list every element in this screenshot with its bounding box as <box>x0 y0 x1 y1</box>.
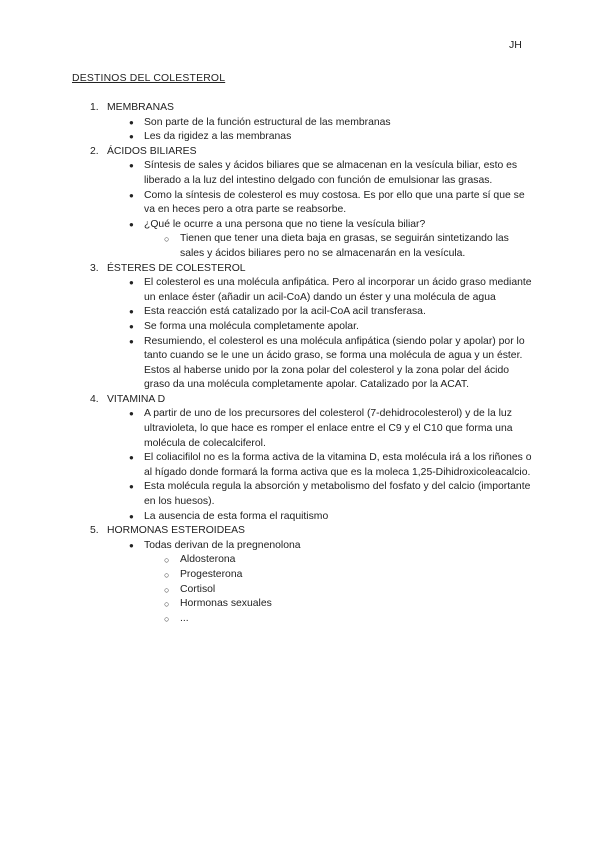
sub-bullet-text: Hormonas sexuales <box>180 598 272 610</box>
sub-bullet-item <box>72 232 532 261</box>
sub-bullet-item <box>72 553 532 568</box>
bullet-icon: ● <box>129 482 134 492</box>
section-number: 2. <box>90 145 99 157</box>
section-title: ÁCIDOS BILIARES <box>107 145 197 157</box>
bullet-icon: ● <box>129 540 134 550</box>
section-title: VITAMINA D <box>107 393 166 405</box>
bullet-item <box>72 276 532 305</box>
bullet-icon: ● <box>129 132 134 142</box>
bullet-item <box>72 451 532 480</box>
section-title: MEMBRANAS <box>107 102 174 113</box>
bullet-icon: ● <box>129 409 134 419</box>
bullet-icon: ● <box>129 219 134 229</box>
bullet-item <box>72 305 532 320</box>
section-heading <box>72 145 532 160</box>
bullet-item <box>72 510 532 525</box>
bullet-icon: ● <box>129 190 134 200</box>
circle-bullet-icon: ○ <box>164 599 170 610</box>
circle-bullet-icon: ○ <box>164 570 170 580</box>
bullet-text: Como la síntesis de colesterol es muy costosa. Es por ello que una parte sí que se va en heces pero a otra parte se reabsorbe. <box>144 189 525 216</box>
section-heading <box>72 262 532 277</box>
sub-bullet-item <box>72 597 532 612</box>
section-title: ÉSTERES DE COLESTEROL <box>107 262 246 274</box>
sub-bullet-text: ... <box>180 612 189 624</box>
sub-bullet-text: Tienen que tener una dieta baja en grasas, se seguirán sintetizando las sales y ácidos biliares pero no se almacenarán en la vesícula. <box>180 233 509 259</box>
bullet-text: La ausencia de esta forma el raquitismo <box>144 510 329 522</box>
bullet-icon: ● <box>129 336 134 346</box>
bullet-item <box>72 335 532 393</box>
section-heading <box>72 393 532 408</box>
bullet-icon: ● <box>129 307 134 317</box>
bullet-text: Esta molécula regula la absorción y metabolismo del fosfato y del calcio (importante en los huesos). <box>144 481 531 508</box>
bullet-text: El coliacifilol no es la forma activa de la vitamina D, esta molécula irá a los riñones o al hígado donde formará la forma activa que es la moleca 1,25-Dihidroxicoleacalcio. <box>144 452 532 478</box>
bullet-icon: ● <box>129 117 134 127</box>
document-body <box>72 101 532 626</box>
bullet-text: Esta reacción está catalizado por la acil-CoA acil transferasa. <box>144 306 426 318</box>
sub-bullet-text: Progesterona <box>180 569 243 580</box>
bullet-icon: ● <box>129 278 134 288</box>
bullet-item <box>72 218 532 233</box>
bullet-icon: ● <box>129 453 134 463</box>
circle-bullet-icon: ○ <box>164 555 170 566</box>
bullet-text: Resumiendo, el colesterol es una molécula anfipática (siendo polar y apolar) por lo tanto cuando se le une un ácido graso, se forma una molécula de agua y un éster. Estos al haberse unido por la zona polar del colesterol y la zona polar del ácido graso da una molécula completamente apolar. Catalizado por la ACAT. <box>144 335 525 391</box>
section-number: 3. <box>90 262 99 274</box>
bullet-text: ¿Qué le ocurre a una persona que no tiene la vesícula biliar? <box>144 218 426 230</box>
document-title: DESTINOS DEL COLESTEROL <box>72 73 226 84</box>
circle-bullet-icon: ○ <box>164 584 170 595</box>
bullet-text: Todas derivan de la pregnenolona <box>144 539 301 551</box>
bullet-text: A partir de uno de los precursores del colesterol (7-dehidrocolesterol) y de la luz ultravioleta, lo que hace es romper el enlace entre el C9 y el C10 que forma una molécula de colecalciferol. <box>144 408 513 449</box>
bullet-icon: ● <box>129 511 134 521</box>
section-number: 5. <box>90 525 99 537</box>
author-initials: JH <box>509 39 522 51</box>
bullet-text: Les da rigidez a las membranas <box>144 131 292 143</box>
circle-bullet-icon: ○ <box>164 234 170 245</box>
bullet-text: Son parte de la función estructural de las membranas <box>144 116 391 128</box>
section-number: 4. <box>90 393 99 405</box>
bullet-item <box>72 159 532 188</box>
bullet-item <box>72 407 532 451</box>
sub-bullet-item <box>72 568 532 583</box>
bullet-item <box>72 189 532 218</box>
bullet-item <box>72 539 532 554</box>
bullet-item <box>72 480 532 509</box>
sub-bullet-text: Aldosterona <box>180 554 236 566</box>
sub-bullet-item <box>72 612 532 627</box>
section-heading <box>72 101 532 116</box>
section-title: HORMONAS ESTEROIDEAS <box>107 525 245 537</box>
section-number: 1. <box>90 102 99 113</box>
bullet-icon: ● <box>129 321 134 331</box>
bullet-item <box>72 130 532 145</box>
bullet-icon: ● <box>129 161 134 171</box>
circle-bullet-icon: ○ <box>164 613 170 624</box>
bullet-text: Síntesis de sales y ácidos biliares que se almacenan en la vesícula biliar, esto es liberado a la luz del intestino delgado con función de emulsionar las grasas. <box>144 160 518 186</box>
section-heading <box>72 524 532 539</box>
bullet-text: El colesterol es una molécula anfipática. Pero al incorporar un ácido graso mediante un enlace éster (añadir un acil-CoA) dando un éster y una molécula de agua <box>144 277 532 303</box>
sub-bullet-item <box>72 583 532 598</box>
bullet-item <box>72 320 532 335</box>
bullet-text: Se forma una molécula completamente apolar. <box>144 320 359 332</box>
bullet-item <box>72 116 532 131</box>
sub-bullet-text: Cortisol <box>180 583 216 595</box>
